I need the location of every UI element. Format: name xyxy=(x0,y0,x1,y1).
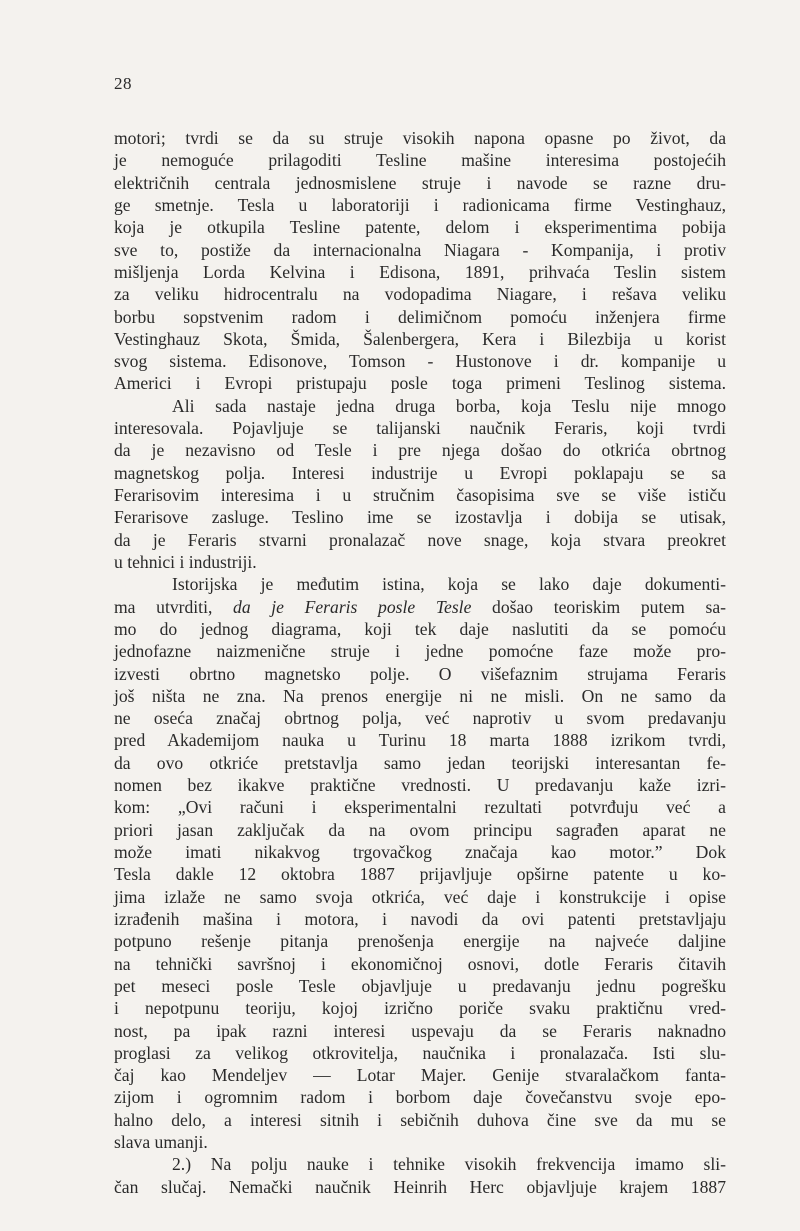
text-line: pet meseci posle Tesle objavljuje u predavanju jednu pogrešku xyxy=(114,975,726,996)
italic-emphasis: da je Feraris posle Tesle xyxy=(233,596,472,617)
text-line: nomen bez ikakve praktične vrednosti. U predavanju kaže izri- xyxy=(114,775,726,796)
page-number: 28 xyxy=(114,74,132,93)
text-line: interesovala. Pojavljuje se talijanski naučnik Feraris, koji tvrdi xyxy=(114,418,726,439)
text-line: zijom i ogromnim radom i borbom daje čovečanstvu svoje epo- xyxy=(114,1087,726,1108)
text-line: Ferarisove zasluge. Teslino ime se izostavlja i dobija se utisak, xyxy=(114,507,726,528)
page-body xyxy=(114,127,726,1198)
text-line: svog sistema. Edisonove, Tomson - Hustonove i dr. kompanije u xyxy=(114,351,726,372)
text-line: za veliku hidrocentralu na vodopadima Niagare, i rešava veliku xyxy=(114,284,726,305)
text-line: jednofazne naizmenične struje i jedne pomoćne faze može pro- xyxy=(114,641,726,662)
text-line: ne oseća značaj obrtnog polja, već naprotiv u svom predavanju xyxy=(114,708,726,729)
text-line: električnih centrala jednosmislene struje i navode se razne dru- xyxy=(114,172,726,193)
text-line: koja je otkupila Tesline patente, delom i eksperimentima pobija xyxy=(114,217,726,238)
text-run: ma utvrditi, xyxy=(114,596,234,617)
text-line: je nemoguće prilagoditi Tesline mašine interesima postojećih xyxy=(114,150,726,171)
text-line: može imati nikakvog trgovačkog značaja kao motor.” Dok xyxy=(114,842,726,862)
paragraph-first-line: Ali sada nastaje jedna druga borba, koja Teslu nije mnogo xyxy=(172,395,726,416)
text-line: da ovo otkriće pretstavlja samo jedan teorijski interesantan fe- xyxy=(114,752,726,773)
text-run: došao teoriskim putem sa- xyxy=(471,596,726,617)
text-line: i nepotpunu teoriju, kojoj izrično poriče svaku praktičnu vred- xyxy=(114,998,726,1019)
text-line: da je Feraris stvarni pronalazač nove snage, koja stvara preokret xyxy=(114,529,726,550)
text-line: Vestinghauz Skota, Šmida, Šalenbergera, Kera i Bilezbija u korist xyxy=(114,328,726,349)
text-line: sve to, postiže da internacionalna Niagara - Kompanija, i protiv xyxy=(114,239,726,260)
text-line: Ferarisovim interesima i u stručnim časopisima sve se više ističu xyxy=(114,485,726,505)
text-line: da je nezavisno od Tesle i pre njega došao do otkrića obrtnog xyxy=(114,440,726,461)
paragraph-first-line: Istorijska je međutim istina, koja se lako daje dokumenti- xyxy=(172,574,726,595)
text-line: priori jasan zaključak da na ovom principu sagrađen aparat ne xyxy=(114,819,726,840)
text-line: u tehnici i industriji. xyxy=(114,551,257,572)
text-line: mišljenja Lorda Kelvina i Edisona, 1891, prihvaća Teslin sistem xyxy=(114,261,726,282)
text-line: Tesla dakle 12 oktobra 1887 prijavljuje opširne patente u ko- xyxy=(114,864,726,885)
text-line: proglasi za velikog otkrovitelja, naučnika i pronalazača. Isti slu- xyxy=(114,1042,726,1063)
text-line: jima izlaže ne samo svoja otkrića, već daje i konstrukcije i opise xyxy=(114,886,726,907)
text-line: izvesti obrtno magnetsko polje. O višefaznim strujama Feraris xyxy=(114,663,726,684)
text-line: čaj kao Mendeljev — Lotar Majer. Genije stvaralačkom fanta- xyxy=(114,1065,726,1086)
text-line: mo do jednog diagrama, koji tek daje naslutiti da se pomoću xyxy=(114,618,726,639)
text-line: potpuno rešenje pitanja prenošenja energije na najveće daljine xyxy=(114,931,726,952)
text-line: na tehnički savršnoj i ekonomičnoj osnovi, dotle Feraris čitavih xyxy=(114,953,726,974)
text-line: Americi i Evropi pristupaju posle toga primeni Teslinog sistema. xyxy=(114,373,726,394)
text-line: borbu sopstvenim radom i delimičnom pomoću inženjera firme xyxy=(114,306,726,327)
text-line: još ništa ne zna. Na prenos energije ni ne misli. On ne samo da xyxy=(114,685,726,706)
paragraph-first-line: 2.) Na polju nauke i tehnike visokih frekvencija imamo sli- xyxy=(172,1154,726,1175)
text-line: čan slučaj. Nemački naučnik Heinrih Herc objavljuje krajem 1887 xyxy=(114,1176,726,1197)
text-line-with-italic xyxy=(114,596,726,618)
text-line: magnetskog polja. Interesi industrije u Evropi poklapaju se sa xyxy=(114,462,726,483)
text-line: nost, pa ipak razni interesi uspevaju da se Feraris naknadno xyxy=(114,1020,726,1041)
text-line: izrađenih mašina i motora, i navodi da ovi patenti pretstavljaju xyxy=(114,908,726,929)
text-line: ge smetnje. Tesla u laboratoriji i radionicama firme Vestinghauz, xyxy=(114,194,726,215)
text-line: pred Akademijom nauka u Turinu 18 marta 1888 izrikom tvrdi, xyxy=(114,730,726,751)
text-line: kom: „Ovi računi i eksperimentalni rezultati potvrđuju već a xyxy=(114,797,726,818)
text-line: halno delo, a interesi sitnih i sebičnih duhova čine sve da mu se xyxy=(114,1109,726,1130)
text-line: motori; tvrdi se da su struje visokih napona opasne po život, da xyxy=(114,128,726,148)
text-line: slava umanji. xyxy=(114,1132,208,1153)
